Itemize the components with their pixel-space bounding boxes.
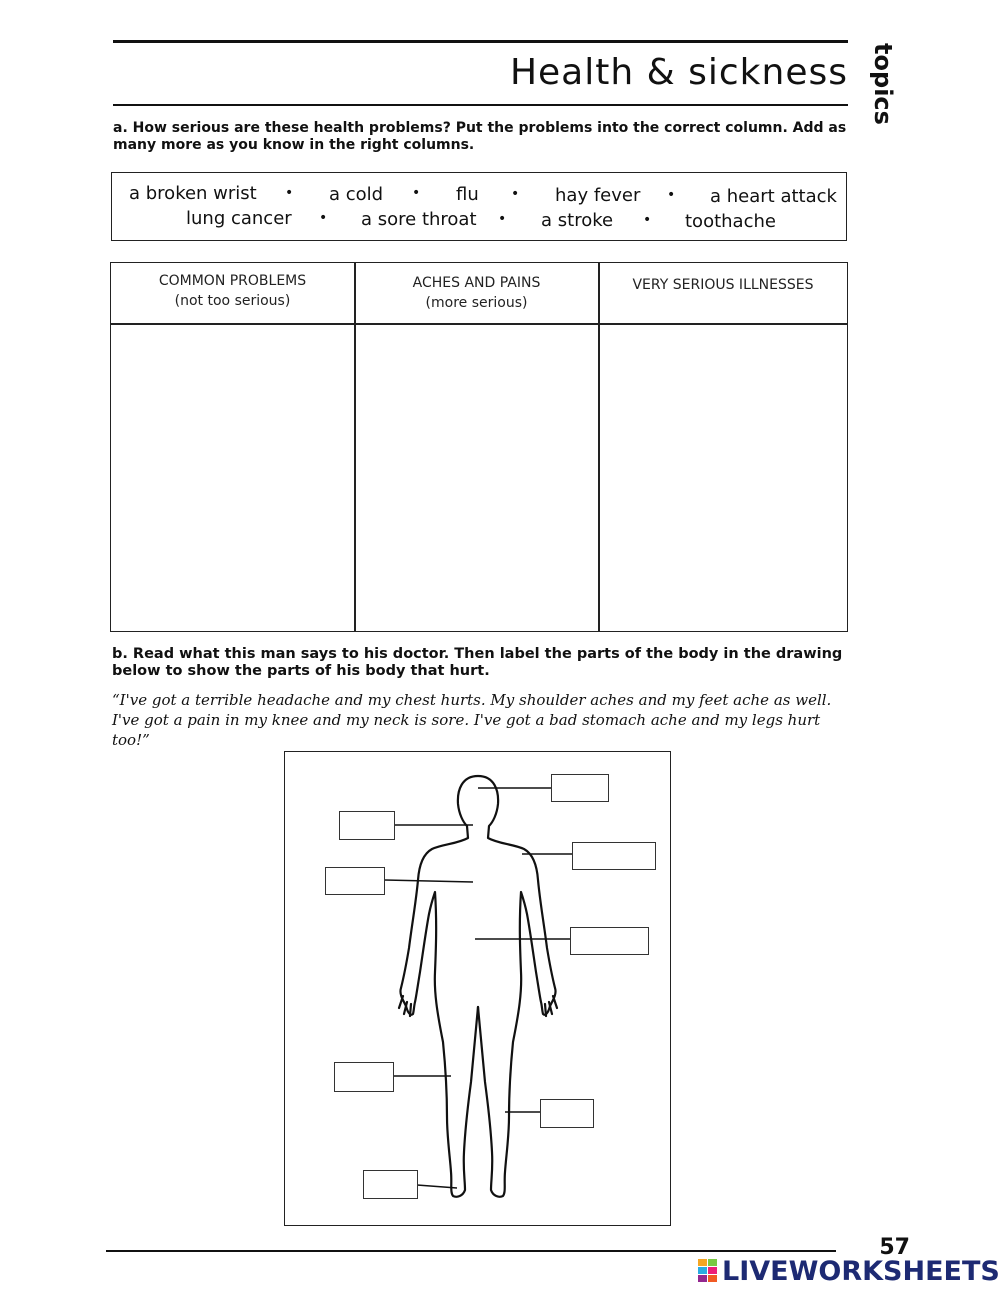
page-title: Health & sickness (509, 52, 848, 93)
bullet: • (511, 186, 520, 202)
label-box-feet[interactable] (363, 1170, 418, 1199)
top-rule (113, 40, 848, 43)
column-subtitle: (not too serious) (174, 293, 291, 309)
column-header-common (111, 271, 354, 311)
drop-zone-aches[interactable] (357, 326, 596, 629)
bullet: • (498, 211, 507, 227)
title-rule (113, 104, 848, 106)
bottom-rule (106, 1250, 836, 1252)
label-box-stomach[interactable] (570, 927, 649, 955)
bullet: • (667, 187, 676, 203)
patient-quote: “I've got a terrible headache and my chest hurts. My shoulder aches and my feet ache as well. I've got a pain in my knee and my neck is sore. I've got a bad stomach ache and my legs hurt too!” (112, 691, 832, 749)
word-item: a sore throat (361, 209, 477, 230)
label-box-knee[interactable] (540, 1099, 594, 1128)
column-divider (354, 263, 356, 631)
brand-name: LIVEWORKSHEETS (722, 1256, 1000, 1287)
word-item: a broken wrist (129, 183, 257, 204)
bullet: • (285, 185, 294, 201)
column-title: VERY SERIOUS ILLNESSES (632, 277, 814, 293)
drop-zone-common[interactable] (113, 326, 352, 629)
label-box-chest[interactable] (325, 867, 385, 895)
instruction-a: a. How serious are these health problems? Put the problems into the correct column. Add as many more as you know in the right columns. (113, 120, 847, 153)
column-title: ACHES AND PAINS (412, 275, 541, 291)
sorting-table (110, 262, 848, 632)
label-box-neck[interactable] (339, 811, 395, 840)
word-item: flu (456, 184, 479, 205)
body-diagram-frame (284, 751, 671, 1226)
page-number: 57 (879, 1235, 910, 1260)
header-divider (111, 323, 847, 325)
column-header-aches (355, 273, 598, 313)
word-item: a cold (329, 184, 384, 205)
word-item: a stroke (541, 210, 614, 231)
bullet: • (643, 212, 652, 228)
word-item: lung cancer (186, 208, 292, 229)
word-bank (111, 172, 847, 241)
word-item: toothache (685, 211, 776, 232)
word-item: hay fever (555, 185, 641, 206)
column-header-serious (599, 275, 847, 295)
instruction-b: b. Read what this man says to his doctor. Then label the parts of the body in the drawing below to show the parts of his body that hurt. (112, 646, 843, 679)
bullet: • (412, 185, 421, 201)
label-box-head[interactable] (551, 774, 609, 802)
word-item: a heart attack (710, 186, 837, 207)
column-subtitle: (more serious) (425, 295, 528, 311)
side-tab (870, 40, 910, 130)
bullet: • (319, 210, 328, 226)
column-divider (598, 263, 600, 631)
liveworksheets-logo-icon (697, 1258, 719, 1284)
drop-zone-serious[interactable] (601, 326, 845, 629)
column-title: COMMON PROBLEMS (158, 273, 307, 289)
label-box-legs[interactable] (334, 1062, 394, 1092)
side-tab-label: topics (868, 43, 897, 125)
label-box-shoulder[interactable] (572, 842, 656, 870)
